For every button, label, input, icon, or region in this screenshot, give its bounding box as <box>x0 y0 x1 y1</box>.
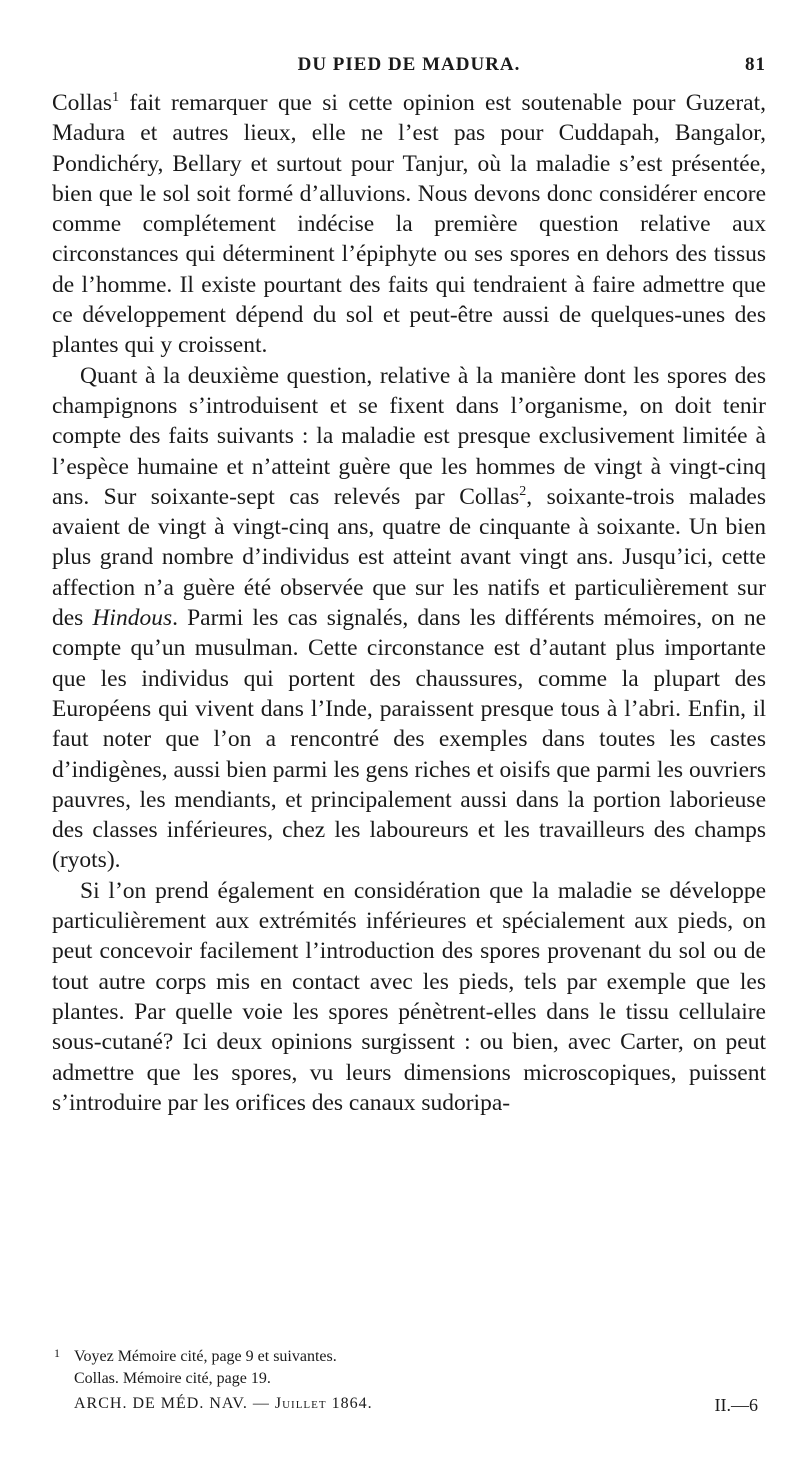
footnote-2-text: Collas. Mémoire cité, page 19. <box>74 1370 271 1387</box>
running-head <box>52 54 766 84</box>
paragraph-2 <box>52 361 766 876</box>
paragraph-3: Si l’on prend également en considération que la maladie se développe particulièrement aux extrémités inférieures et spécialement aux pieds, on peut concevoir facilement l’introduction des spores provenant du sol ou de tout autre corps mis en contact avec les pieds, tels par exemple que les plantes. Par quelle voie les spores pénètrent-elles dans le tissu cellulaire sous-cutané? Ici deux opinions surgissent : ou bien, avec Carter, on peut admettre que les spores, vu leurs dimensions microscopiques, puissent s’introduire par les orifices des canaux sudoripa- <box>52 877 766 1116</box>
italic-term: Hindous <box>92 605 173 632</box>
footnotes <box>52 1346 766 1390</box>
running-title: DU PIED DE MADURA. <box>297 54 521 75</box>
footnote-1 <box>52 1346 766 1368</box>
sheet-signature: II.—6 <box>714 1395 758 1415</box>
footnote-ref-1: 1 <box>112 90 120 106</box>
paragraph-2-middle: , soixante-trois malades avaient de vingt à vingt-cinq ans, quatre de cinquante à soixante. Un bien plus grand nombre d’individus est atteint avant vingt ans. Jusqu’ici, cette affection n’a guère été observée que sur les natifs et particulièrement sur des <box>52 483 766 632</box>
footnote-ref-2: 2 <box>519 484 527 500</box>
footnote-1-mark: 1 <box>54 1346 60 1360</box>
paragraph-1 <box>52 88 766 361</box>
page <box>52 0 766 1473</box>
paragraph-1-rest: fait remarquer que si cette opinion est soutenable pour Guzerat, Madura et autres lieux, elle ne l’est pas pour Cuddapah, Bangalor, Pondichéry, Bellary et surtout pour Tanjur, où la maladie s’est présentée, bien que le sol soit formé d’alluvions. Nous devons donc considérer encore comme complétement indécise la première question relative aux circonstances qui déterminent l’épiphyte ou ses spores en dehors des tissus de l’homme. Il existe pourtant des faits qui tendraient à faire admettre que ce développement dépend du sol et peut-être aussi de quelques-unes des plantes qui y croissent. <box>52 90 766 359</box>
journal-signature: ARCH. DE MÉD. NAV. — Juillet 1864. <box>74 1395 373 1412</box>
paragraph-2-start: Quant à la deuxième question, relative à la manière dont les spores des champignons s’introduisent et se fixent dans l’organisme, on doit tenir compte des faits suivants : la maladie est presque exclusivement limitée à l’espèce humaine et n’atteint guère que les hommes de vingt à vingt-cinq ans. Sur soixante-sept cas relevés par Collas <box>52 362 766 510</box>
paragraph-1-start: Collas <box>52 90 113 116</box>
footnote-1-text: Voyez Mémoire cité, page 9 et suivantes. <box>74 1348 337 1365</box>
paragraph-2-end: . Parmi les cas signalés, dans les différents mémoires, on ne compte qu’un musulman. Cette circonstance est d’autant plus importante que les individus qui portent des chaussures, comme la plupart des Européens qui vivent dans l’Inde, paraissent presque tous à l’abri. Enfin, il faut noter que l’on a rencontré des exemples dans toutes les castes d’indigènes, aussi bien parmi les gens riches et oisifs que parmi les ouvriers pauvres, les mendiants, et principalement aussi dans la portion laborieuse des classes inférieures, chez les laboureurs et les travailleurs des champs (ryots). <box>52 605 766 874</box>
page-number: 81 <box>745 54 766 75</box>
body-text <box>52 88 766 1118</box>
footnote-2 <box>52 1368 766 1390</box>
